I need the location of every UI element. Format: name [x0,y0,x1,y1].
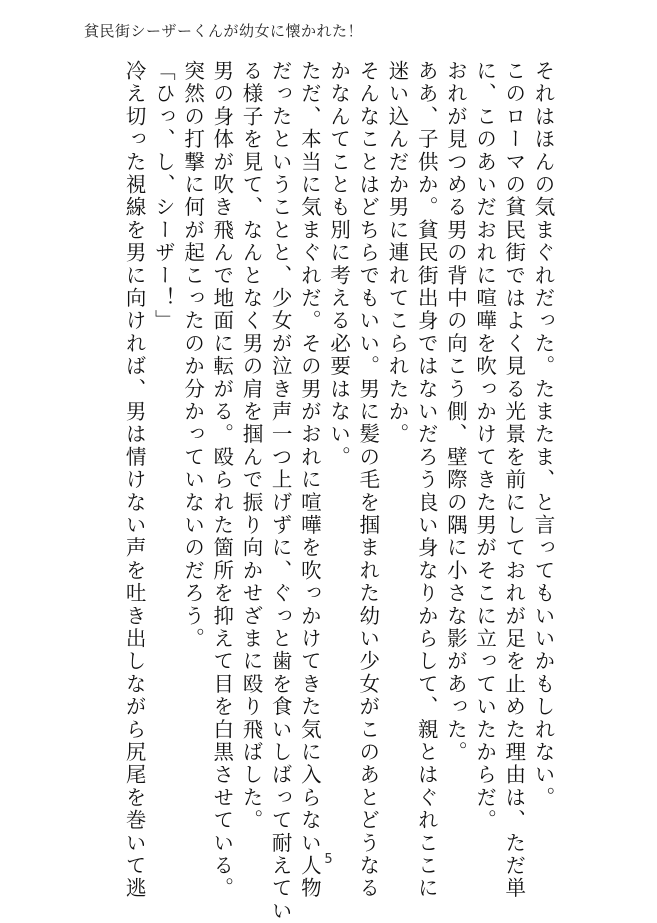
paragraph-line-1: それはほんの気まぐれだった。たまたま、と言ってもいいかもしれない。 [531,60,555,810]
paragraph-line-14: 「ひっ、し、シーザー！」 [151,60,176,333]
paragraph-line-10: だったということと、少女が泣き声一つ上げずに、ぐっと歯を食いしばって耐えてい [268,60,293,923]
paragraph-line-3: に、このあいだおれに喧嘩を吹っかけてきた男がそこに立っていたからだ。 [472,60,497,832]
paragraph-line-4: おれが見つめる男の背中の向こう側、壁際の隅に小さな影があった。 [443,60,468,764]
paragraph-line-12: 男の身体が吹き飛んで地面に転がる。殴られた箇所を抑えて目を白黒させている。 [209,60,234,900]
paragraph-line-5: ああ、子供か。貧民街出身ではないだろう良い身なりからして、親とはぐれここに [414,60,439,900]
paragraph-line-8: かなんてことも別に考える必要はない。 [326,60,351,469]
paragraph-line-9: ただ、本当に気まぐれだ。その男がおれに喧嘩を吹っかけてきた気に入らない人物 [297,60,322,900]
page-number: 5 [324,852,333,867]
paragraph-line-6: 迷い込んだか男に連れてこられたか。 [384,60,409,446]
paragraph-line-15: 冷え切った視線を男に向ければ、男は情けない声を吐き出しながら尻尾を巻いて逃 [122,60,147,900]
vertical-body-text [119,60,557,923]
running-title: 貧民街シーザーくんが幼女に懐かれた！ [84,22,364,40]
paragraph-line-7: そんなことはどちらでもいい。男に髪の毛を掴まれた幼い少女がこのあとどうなる [355,60,380,900]
paragraph-line-11: る様子を見て、なんとなく男の肩を掴んで振り向かせざまに殴り飛ばした。 [238,60,263,832]
paragraph-line-2: このローマの貧民街ではよく見る光景を前にしておれが足を止めた理由は、ただ単 [501,60,526,900]
paragraph-line-13: 突然の打撃に何が起こったのか分かっていないのだろう。 [180,60,205,651]
